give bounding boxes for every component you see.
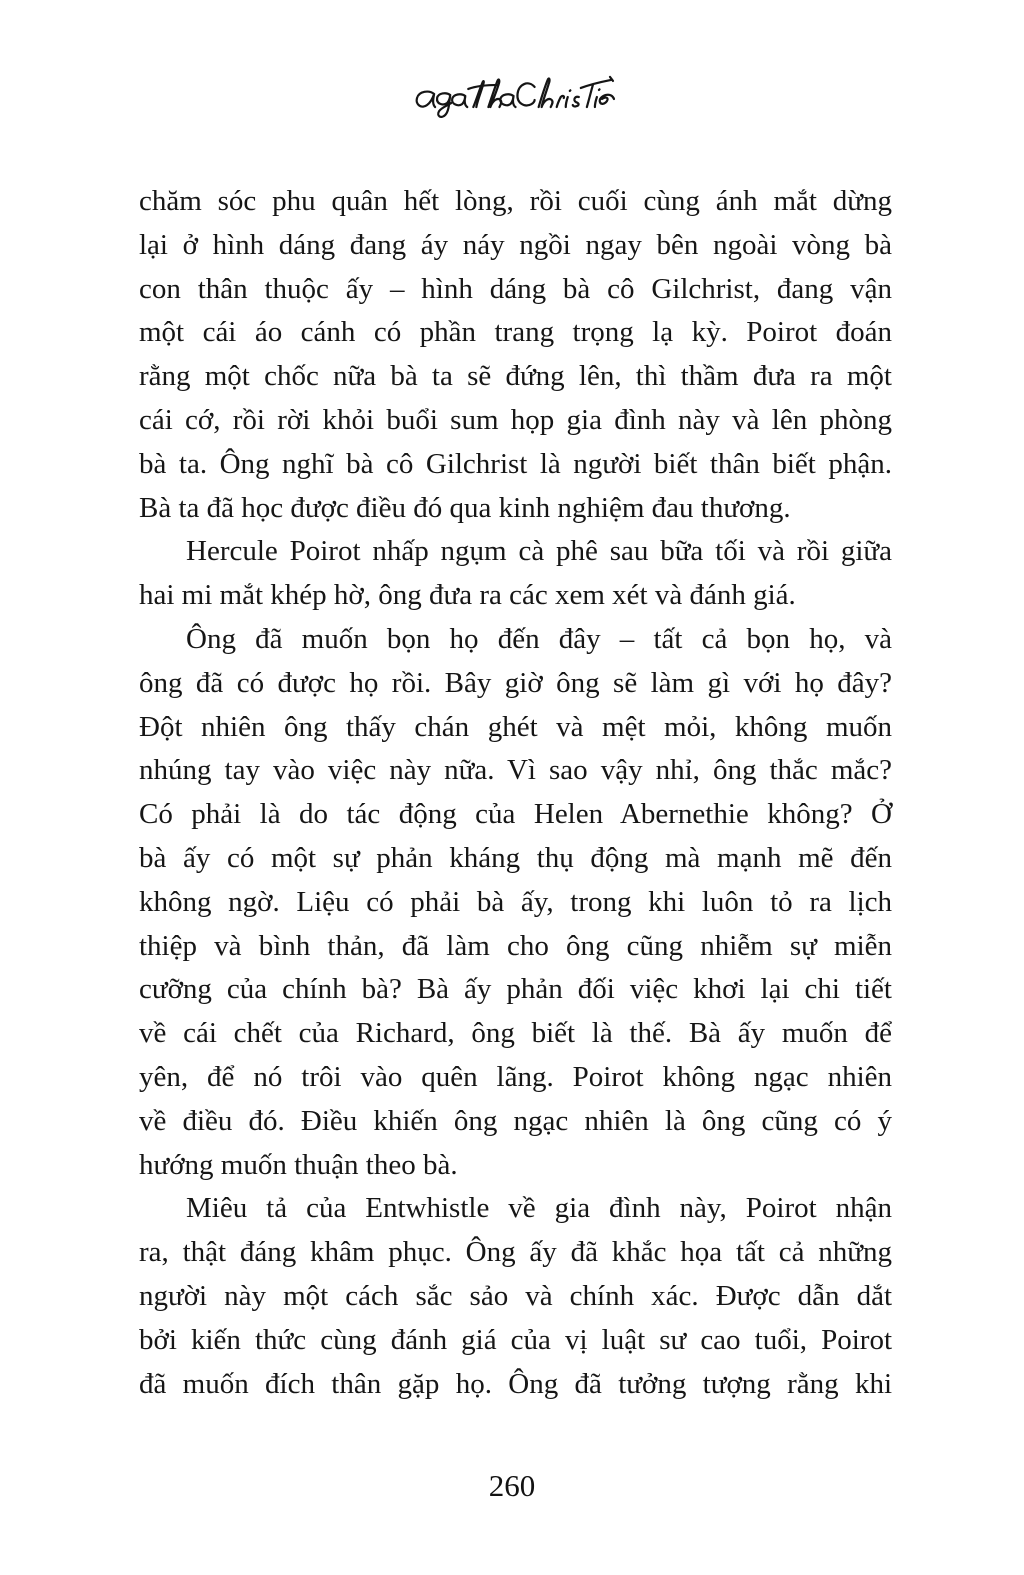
text-line: Đột nhiên ông thấy chán ghét và mệt mỏi, không muốn bbox=[139, 710, 892, 743]
text-line: một cái áo cánh có phần trang trọng lạ kỳ. Poirot đoán bbox=[139, 316, 892, 349]
text-line: nhúng tay vào việc này nữa. Vì sao vậy nhỉ, ông thắc mắc? bbox=[139, 754, 892, 787]
text-line: người này một cách sắc sảo và chính xác. Được dẫn dắt bbox=[139, 1279, 892, 1312]
agatha-christie-signature bbox=[410, 74, 616, 124]
page-text bbox=[139, 180, 892, 1406]
text-line: ông đã có được họ rồi. Bây giờ ông sẽ làm gì với họ đây? bbox=[139, 666, 892, 699]
text-line: yên, để nó trôi vào quên lãng. Poirot không ngạc nhiên bbox=[139, 1060, 892, 1093]
text-line: con thân thuộc ấy – hình dáng bà cô Gilchrist, đang vận bbox=[139, 272, 892, 305]
text-line: đã muốn đích thân gặp họ. Ông đã tưởng tượng rằng khi bbox=[139, 1367, 892, 1400]
text-line: bà ta. Ông nghĩ bà cô Gilchrist là người biết thân biết phận. bbox=[139, 447, 892, 480]
text-line: ra, thật đáng khâm phục. Ông ấy đã khắc họa tất cả những bbox=[139, 1236, 892, 1269]
text-line: Ông đã muốn bọn họ đến đây – tất cả bọn họ, và bbox=[186, 622, 892, 655]
text-line: Hercule Poirot nhấp ngụm cà phê sau bữa tối và rồi giữa bbox=[186, 535, 892, 568]
text-line: lại ở hình dáng đang áy náy ngồi ngay bên ngoài vòng bà bbox=[139, 228, 892, 261]
signature-strokes bbox=[410, 74, 616, 124]
text-line: về điều đó. Điều khiến ông ngạc nhiên là ông cũng có ý bbox=[139, 1104, 892, 1137]
text-line: bà ấy có một sự phản kháng thụ động mà mạnh mẽ đến bbox=[139, 841, 892, 874]
text-line: hai mi mắt khép hờ, ông đưa ra các xem xét và đánh giá. bbox=[139, 579, 796, 612]
text-line: cái cớ, rồi rời khỏi buổi sum họp gia đình này và lên phòng bbox=[139, 403, 892, 436]
text-line: không ngờ. Liệu có phải bà ấy, trong khi luôn tỏ ra lịch bbox=[139, 885, 892, 918]
text-line: thiệp và bình thản, đã làm cho ông cũng nhiễm sự miễn bbox=[139, 929, 892, 962]
page-number: 260 bbox=[488, 1468, 536, 1503]
text-line: Bà ta đã học được điều đó qua kinh nghiệm đau thương. bbox=[139, 491, 791, 524]
text-line: bởi kiến thức cùng đánh giá của vị luật sư cao tuổi, Poirot bbox=[139, 1323, 892, 1356]
text-line: Miêu tả của Entwhistle về gia đình này, Poirot nhận bbox=[186, 1192, 892, 1225]
text-line: Có phải là do tác động của Helen Abernethie không? Ở bbox=[139, 798, 892, 831]
text-line: cưỡng của chính bà? Bà ấy phản đối việc khơi lại chi tiết bbox=[139, 973, 892, 1006]
text-line: rằng một chốc nữa bà ta sẽ đứng lên, thì thầm đưa ra một bbox=[139, 360, 892, 393]
text-line: về cái chết của Richard, ông biết là thế. Bà ấy muốn để bbox=[139, 1017, 892, 1050]
text-line: hướng muốn thuận theo bà. bbox=[139, 1148, 458, 1181]
text-line: chăm sóc phu quân hết lòng, rồi cuối cùng ánh mắt dừng bbox=[139, 185, 892, 217]
